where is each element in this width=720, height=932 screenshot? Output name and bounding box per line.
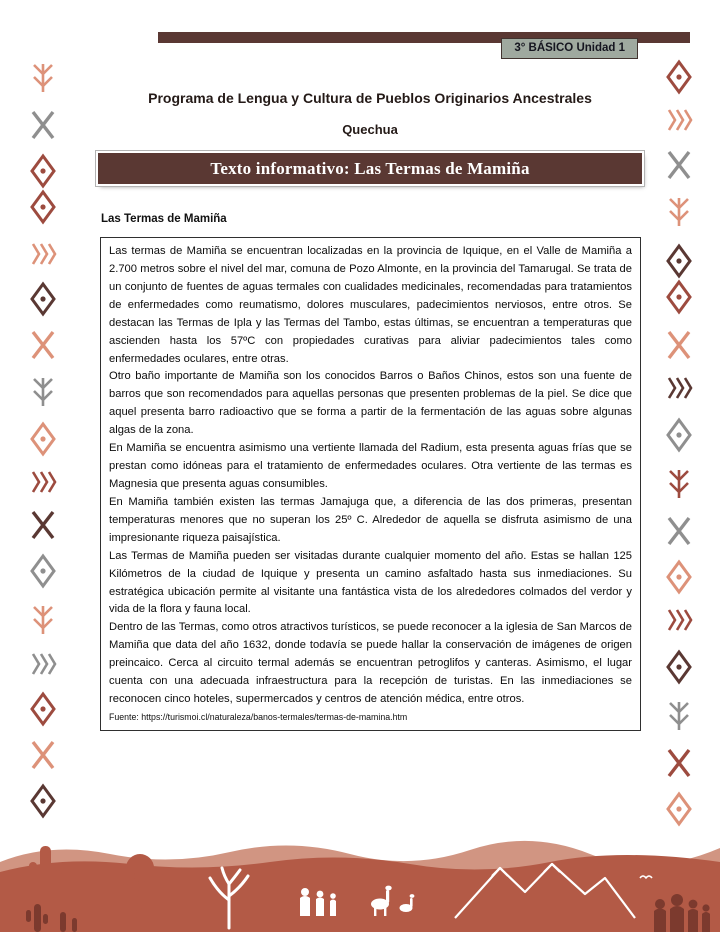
footer-illustration bbox=[0, 820, 720, 932]
front-hills bbox=[0, 855, 720, 932]
paragraph-5: Las Termas de Mamiña pueden ser visitadas durante cualquier momento del año. Estas se hallan 125 Kilómetros de la ciudad de Iquique y presenta un camino asfaltado hasta sus inmediaciones. Su estratégica ubicación permite al visitante una fantástica vista de los alrededores colmados del verdor y vida de la flora y fauna local. bbox=[109, 549, 632, 616]
paragraph-4: En Mamiña también existen las termas Jamajuga que, a diferencia de las dos primeras, presentan temperaturas menores que no superan los 25º C. Alrededor de aquella se disfruta asimismo de una impresionante riqueza paisajística. bbox=[109, 495, 632, 544]
unit-badge bbox=[501, 38, 638, 59]
unit-badge-label: 3° BÁSICO Unidad 1 bbox=[514, 42, 625, 54]
text-box bbox=[100, 237, 641, 731]
title-banner bbox=[98, 153, 642, 184]
program-title: Programa de Lengua y Cultura de Pueblos Originarios Ancestrales bbox=[148, 90, 592, 106]
left-border-pattern-icon bbox=[27, 58, 59, 846]
paragraph-3: En Mamiña se encuentra asimismo una vertiente llamada del Radium, esta presenta aguas frías que se prestan como idóneas para el tratamiento de enfermedades oculares. Otra vertiente de las termas es Magnesia que presenta aguas consumibles. bbox=[109, 442, 632, 490]
textile-motifs bbox=[668, 62, 691, 824]
paragraph-2: Otro baño importante de Mamiña son los conocidos Barros o Baños Chinos, estos son una fuente de barros que son recomendados para aquellas personas que presenten problemas de la piel. Se dice que aquel presenta barro radioactivo que se forma a partir de la fermentación de las aguas sobre algunas algas de la zona. bbox=[109, 370, 632, 437]
paragraph-6: Dentro de las Termas, como otros atractivos turísticos, se puede reconocer a la iglesia de San Marcos de Mamiña que data del año 1632, donde todavía se puede hallar la conservación de imágenes de origen preincaico. Cerca al circuito termal además se encuentran petroglifos y canteras. Asimismo, el lugar cuenta con una adecuada infraestructura para la recepción de turistas. En las inmediaciones se reconocen cinco hoteles, supermercados y centros de atención médica, entre otros. bbox=[109, 621, 632, 706]
language-subtitle: Quechua bbox=[342, 122, 398, 137]
textile-motifs bbox=[32, 64, 55, 816]
right-border-pattern-icon bbox=[663, 58, 695, 846]
section-heading: Las Termas de Mamiña bbox=[101, 213, 227, 225]
paragraph-1: Las termas de Mamiña se encuentran localizadas en la provincia de Iquique, en el Valle de Mamiña a 2.700 metros sobre el nivel del mar, comuna de Pozo Almonte, en la provincia del Tamarugal. Se trata de un conjunto de fuentes de aguas termales con cualidades medicinales, recomendadas para tratamientos de enfermedades como reumatismo, dolores musculares, padecimientos nerviosos, entre otros. Se destacan las Termas de Ipla y las Termas del Tambo, estas últimas, se encuentran a temperaturas que ascienden hasta los 57ºC con propiedades curativas para aliviar padecimientos tales como enfermedades oculares, entre otras. bbox=[109, 245, 632, 365]
title-banner-text: Texto informativo: Las Termas de Mamiña bbox=[210, 158, 530, 178]
source-line: Fuente: https://turismoi.cl/naturaleza/banos-termales/termas-de-mamina.htm bbox=[109, 711, 408, 722]
